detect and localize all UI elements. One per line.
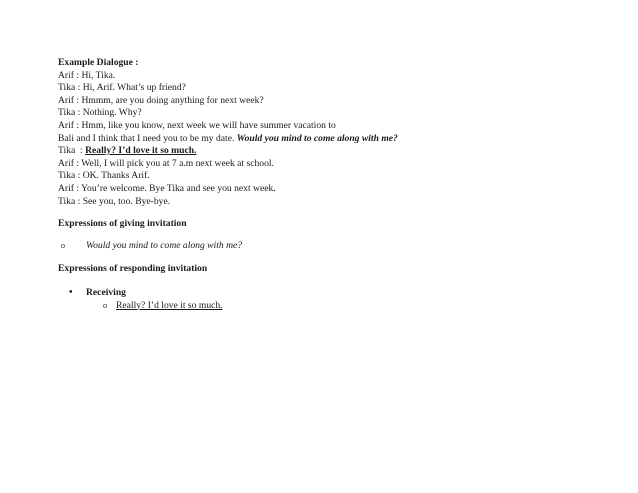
giving-invitation-heading: Expressions of giving invitation xyxy=(58,218,187,230)
dialogue-line: Tika : Nothing. Why? xyxy=(58,107,142,119)
invitation-phrase: Would you mind to come along with me? xyxy=(236,132,398,144)
speaker-label: Tika : xyxy=(58,145,86,157)
receiving-label: Receiving xyxy=(86,286,126,298)
dialogue-line: Tika : See you, too. Bye-bye. xyxy=(58,195,171,207)
list-marker: o xyxy=(103,300,107,310)
giving-invitation-item xyxy=(58,240,618,253)
giving-invitation-text: Would you mind to come along with me? xyxy=(86,239,243,251)
dialogue-line: Arif : Hi, Tika. xyxy=(58,69,116,81)
dialogue-line: Arif : Hmm, like you know, next week we will have summer vacation to xyxy=(58,119,336,131)
receiving-item xyxy=(58,300,618,313)
receiving-text: Really? I’d love it so much. xyxy=(116,299,223,311)
dialogue-line-text: Bali and I think that I need you to be my date. xyxy=(58,132,237,144)
dialogue-line: Tika : Hi, Arif. What’s up friend? xyxy=(58,82,186,94)
dialogue-line xyxy=(58,145,618,158)
bullet-marker: • xyxy=(69,286,73,298)
list-marker: o xyxy=(61,240,65,250)
response-phrase: Really? I’d love it so much. xyxy=(85,145,197,157)
receiving-category xyxy=(58,287,618,300)
dialogue-line: Arif : Hmmm, are you doing anything for next week? xyxy=(58,94,264,106)
dialogue-heading: Example Dialogue : xyxy=(58,57,139,68)
responding-invitation-heading: Expressions of responding invitation xyxy=(58,263,208,275)
document-page xyxy=(58,57,618,312)
dialogue-line xyxy=(58,133,618,146)
dialogue-line: Tika : OK. Thanks Arif. xyxy=(58,170,150,182)
dialogue-line: Arif : You’re welcome. Bye Tika and see you next week. xyxy=(58,182,276,194)
dialogue-line: Arif : Well, I will pick you at 7 a.m next week at school. xyxy=(58,157,274,169)
